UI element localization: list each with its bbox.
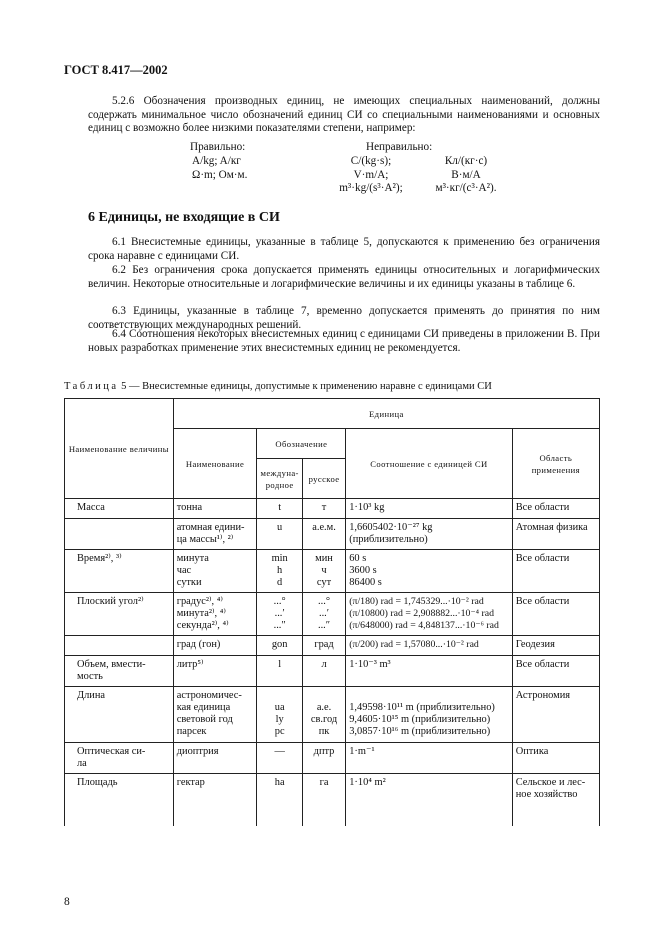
cell-intl: u — [257, 519, 302, 550]
cell-rus: л — [302, 656, 345, 687]
table-row — [65, 499, 600, 519]
table-row — [65, 656, 600, 687]
cell-relation: 1·10⁴ m² — [346, 774, 512, 826]
cell-name: астрономичес- кая единица световой год парсек — [173, 687, 257, 743]
cell-name: тонна — [173, 499, 257, 519]
cell-intl: — — [257, 743, 302, 774]
cell-quantity — [65, 519, 174, 550]
cell-area: Геодезия — [512, 636, 599, 656]
paragraph-6-1: 6.1 Внесистемные единицы, указанные в таблице 5, допускаются к применению без ограничения срока наравне с единицами СИ. — [88, 236, 600, 262]
table-row — [65, 550, 600, 593]
header-quantity: Наименование величины — [65, 399, 174, 499]
cell-quantity: Время²⁾, ³⁾ — [65, 550, 174, 593]
cell-area: Все области — [512, 593, 599, 636]
cell-area: Все области — [512, 656, 599, 687]
cell-relation: 1·10⁻³ m³ — [346, 656, 512, 687]
cell-area: Все области — [512, 499, 599, 519]
header-area: Область применения — [512, 429, 599, 499]
paragraph-6-3: 6.3 Единицы, указанные в таблице 7, временно допускается применять до принятия по ним соответствующих международных решений. — [88, 305, 600, 331]
cell-rus: град — [302, 636, 345, 656]
table-row — [65, 743, 600, 774]
page-number: 8 — [64, 896, 70, 908]
cell-name: атомная едини- ца массы¹⁾, ²⁾ — [173, 519, 257, 550]
incorrect-examples-rus: Кл/(кг·с) В·м/А м³·кг/(с³·А²). — [435, 155, 497, 195]
cell-quantity: Объем, вмести- мость — [65, 656, 174, 687]
incorrect-label: Неправильно: — [366, 141, 433, 153]
cell-rus: т — [302, 499, 345, 519]
cell-intl: min h d — [257, 550, 302, 593]
cell-rus: дптр — [302, 743, 345, 774]
cell-intl: ua ly pc — [257, 687, 302, 743]
cell-quantity: Длина — [65, 687, 174, 743]
cell-intl: ...° ...′ ...″ — [257, 593, 302, 636]
cell-name: градус²⁾, ⁴⁾ минута²⁾, ⁴⁾ секунда²⁾, ⁴⁾ — [173, 593, 257, 636]
cell-name: град (гон) — [173, 636, 257, 656]
cell-area: Все области — [512, 550, 599, 593]
header-symbol: Обозначение — [257, 429, 346, 459]
document-code: ГОСТ 8.417—2002 — [64, 63, 168, 77]
paragraph-6-2: 6.2 Без ограничения срока допускается применять единицы относительных и логарифмических величин. Некоторые относительные и логарифмические величины и их единицы указаны в таблице 6. — [88, 264, 600, 290]
cell-rus: ...° ...′ ...″ — [302, 593, 345, 636]
cell-intl: t — [257, 499, 302, 519]
cell-relation: 1·10³ kg — [346, 499, 512, 519]
cell-relation: 60 s 3600 s 86400 s — [346, 550, 512, 593]
header-unit: Единица — [173, 399, 599, 429]
header-name: Наименование — [173, 429, 257, 499]
table-caption-text: 5 — Внесистемные единицы, допустимые к применению наравне с единицами СИ — [121, 381, 492, 392]
table-row — [65, 636, 600, 656]
cell-area: Атомная физика — [512, 519, 599, 550]
section-6-title: 6 Единицы, не входящие в СИ — [88, 210, 280, 225]
table-caption-prefix: Таблица — [64, 381, 119, 392]
table-row — [65, 593, 600, 636]
paragraph-5-2-6: 5.2.6 Обозначения производных единиц, не имеющих специальных наименований, должны содержать минимальное число обозначений единиц СИ со специальными наименованиями и основных единиц с возможно более низкими показателями степени, например: — [88, 95, 600, 135]
cell-name: диоптрия — [173, 743, 257, 774]
correct-examples: A/kg; A/кг Ω·m; Ом·м. — [192, 155, 248, 181]
cell-area: Астрономия — [512, 687, 599, 743]
cell-relation: 1,6605402·10⁻²⁷ kg (приблизительно) — [346, 519, 512, 550]
cell-rus: мин ч сут — [302, 550, 345, 593]
cell-quantity: Площадь — [65, 774, 174, 826]
header-intl: междуна- родное — [257, 459, 302, 499]
table-row — [65, 519, 600, 550]
cell-intl: l — [257, 656, 302, 687]
cell-quantity: Оптическая си- ла — [65, 743, 174, 774]
header-relation: Соотношение с единицей СИ — [346, 429, 512, 499]
cell-relation: 1,49598·10¹¹ m (приблизительно) 9,4605·10¹⁵ m (приблизительно) 3,0857·10¹⁶ m (приблизительно) — [346, 687, 512, 743]
table-row — [65, 687, 600, 743]
cell-relation: (π/200) rad = 1,57080...·10⁻² rad — [346, 636, 512, 656]
cell-relation: (π/180) rad = 1,745329...·10⁻² rad (π/10800) rad = 2,908882...·10⁻⁴ rad (π/648000) rad = 4,848137...·10⁻⁶ rad — [346, 593, 512, 636]
header-rus: русское — [302, 459, 345, 499]
cell-area: Оптика — [512, 743, 599, 774]
cell-rus: га — [302, 774, 345, 826]
cell-rus: а.е. св.год пк — [302, 687, 345, 743]
cell-rus: а.е.м. — [302, 519, 345, 550]
cell-relation: 1·m⁻¹ — [346, 743, 512, 774]
table-row — [65, 774, 600, 826]
cell-name: литр⁵⁾ — [173, 656, 257, 687]
incorrect-examples-intl: C/(kg·s); V·m/A; m³·kg/(s³·A²); — [339, 155, 403, 195]
table-5-caption — [64, 381, 492, 392]
cell-intl: gon — [257, 636, 302, 656]
cell-intl: ha — [257, 774, 302, 826]
correct-label: Правильно: — [190, 141, 246, 153]
cell-area: Сельское и лес- ное хозяйство — [512, 774, 599, 826]
cell-name: минута час сутки — [173, 550, 257, 593]
paragraph-6-4: 6.4 Соотношения некоторых внесистемных единиц с единицами СИ приведены в приложении В. При новых разработках применение этих внесистемных единиц не рекомендуется. — [88, 328, 600, 354]
cell-quantity: Плоский угол²⁾ — [65, 593, 174, 636]
cell-name: гектар — [173, 774, 257, 826]
cell-quantity: Масса — [65, 499, 174, 519]
table-5 — [64, 398, 600, 826]
cell-quantity — [65, 636, 174, 656]
